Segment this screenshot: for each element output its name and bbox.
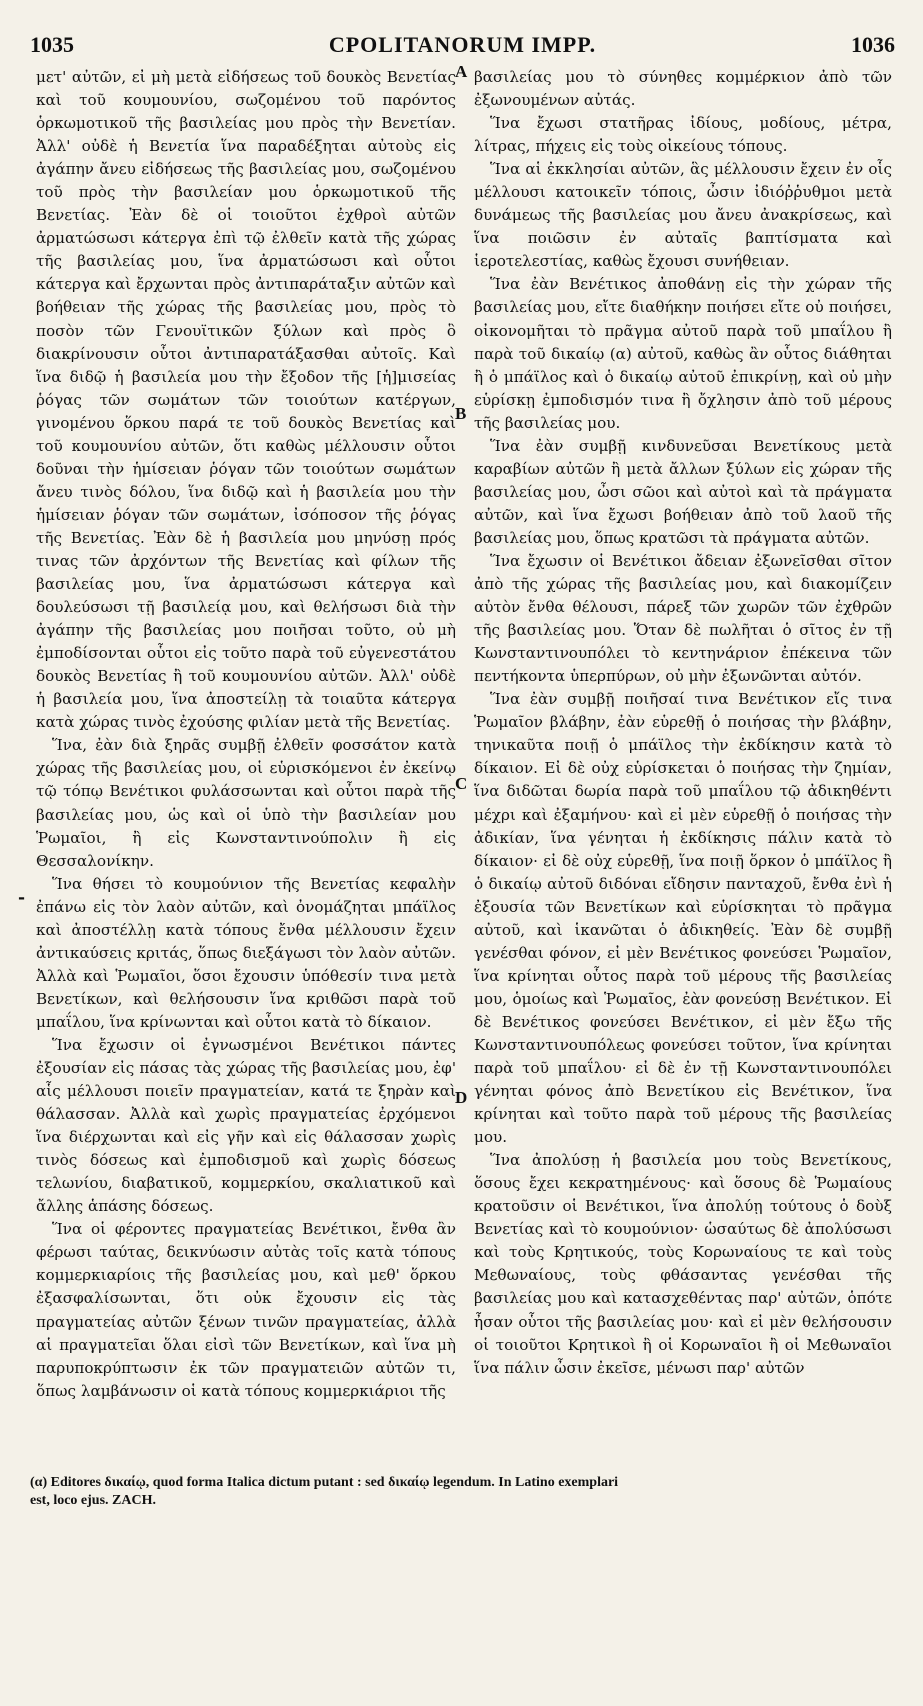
page-header xyxy=(30,32,895,62)
right-column xyxy=(474,66,892,1706)
paragraph: Ἵνα οἱ φέροντες πραγματείας Βενέτικοι, ἔνθα ἂν φέρωσι ταύτας, δεικνύωσιν αὐτὰς τοῖς κατὰ τόπους κομμερκιαρίοις τῆς βασιλείας μου, καὶ μεθ' ὅρκου ἐξασφαλίσωνται, ὅτι οὐκ ἔχουσιν εἰς τὰς πραγματείας αὐτῶν ξένων τινῶν πραγματείας, ἀλλὰ αἱ πραγματεῖαι ὅλαι εἰσὶ τῶν Βενετίκων, καὶ ἵνα μὴ παρυποκρύπτωσιν ἐκ τῶν πραγματειῶν αὐτῶν τι, ὅπως λαμβάνωσιν οἱ κατὰ τόπους κομμερκιάριοι τῆς xyxy=(36,1220,456,1400)
section-marker-a: A xyxy=(455,62,468,81)
page-number-right: 1036 xyxy=(851,32,895,57)
left-column xyxy=(36,66,456,1706)
footnote xyxy=(30,1474,895,1510)
section-marker-b: B xyxy=(455,404,467,423)
page-number-left: 1035 xyxy=(30,32,74,57)
paragraph: Ἵνα θήσει τὸ κουμούνιον τῆς Βενετίας κεφαλὴν ἐπάνω εἰς τὸν λαὸν αὐτῶν, καὶ ὀνομάζηται μπάϊλος καὶ ἀποστέλλῃ κατὰ τόπους ἔνθα μέλλουσιν ἔχειν ἀντικαύσεις κριτάς, ὅπως διεξάγωσι τὸν λαὸν αὐτῶν. Ἀλλὰ καὶ Ῥωμαῖοι, ὅσοι ἔχουσιν ὑπόθεσίν τινα μετὰ Βενετίκων, καὶ θελήσουσιν ἵνα κριθῶσι παρὰ τοῦ μπαΐλου, ἵνα κρίνωνται καὶ οὗτοι κατὰ τὸ δίκαιον. xyxy=(36,874,456,1031)
margin-mark: - xyxy=(18,888,26,908)
paragraph: Ἵνα ἐὰν Βενέτικος ἀποθάνῃ εἰς τὴν χώραν τῆς βασιλείας μου, εἴτε διαθήκην ποιήσει εἴτε οὐ ποιήσει, οἰκονομῆται τὸ πρᾶγμα αὐτοῦ παρὰ τοῦ μπαΐλου ἢ παρὰ τοῦ δικαίῳ (α) αὐτοῦ, καθὼς ἂν οὗτος διάθηται ἢ ὁ μπάϊλος καὶ ὁ δικαίῳ αὐτοῦ ἐπικρίνῃ, καὶ οὐ μὴν εὑρίσκῃ ἐμποδισμόν τινα ἢ ὄχλησιν ἀπὸ τοῦ μέρους τῆς βασιλείας μου. xyxy=(474,275,892,432)
paragraph: Ἵνα ἀπολύσῃ ἡ βασιλεία μου τοὺς Βενετίκους, ὅσους ἔχει κεκρατημένους· καὶ ὅσους δὲ Ῥωμαίους κρατοῦσιν οἱ Βενέτικοι, ἵνα ἀπολύῃ τούτους ὁ δοὺξ Βενετίας καὶ τὸ κουμούνιον· ὡσαύτως δὲ ἀπολύσωσι καὶ τοὺς Κρητικούς, τοὺς Κορωναίους τε καὶ τοὺς Μεθωναίους, τοὺς φθάσαντας γενέσθαι τῆς βασιλείας μου καὶ κατασχεθέντας παρ' αὐτῶν, ὁπότε ἦσαν οὗτοι τῆς βασιλείας μου· καὶ εἰ μὲν θελήσουσιν οἱ τοιοῦτοι Κρητικοὶ ἢ οἱ Κορωναῖοι ἢ οἱ Μεθωναῖοι ἵνα πάλιν ὦσιν ἐκεῖσε, μένωσι παρ' αὐτῶν xyxy=(474,1151,892,1377)
paragraph: Ἵνα, ἐὰν διὰ ξηρᾶς συμβῇ ἐλθεῖν φοσσάτον κατὰ χώρας τῆς βασιλείας μου, οἱ εὑρισκόμενοι ἐν ἐκείνῳ τῷ τόπῳ Βενέτικοι φυλάσσωνται καὶ οὗτοι παρὰ τῆς βασιλείας μου, ὡς καὶ οἱ ὑπὸ τὴν βασιλείαν μου Ῥωμαῖοι, ἢ εἰς Κωνσταντινούπολιν ἢ εἰς Θεσσαλονίκην. xyxy=(36,736,456,870)
paragraph: Ἵνα ἐὰν συμβῇ ποιῆσαί τινα Βενέτικον εἴς τινα Ῥωμαῖον βλάβην, ἐὰν εὑρεθῇ ὁ ποιήσας τὴν βλάβην, τηνικαῦτα ποιῇ ὁ μπάϊλος τὴν ἐκδίκησιν κατὰ τὸ δίκαιον. Εἰ δὲ οὐχ εὑρίσκεται ὁ ποιήσας τὴν ζημίαν, ἵνα διδῶται δωρία παρὰ τοῦ μπαΐλου τῷ ἀδικηθέντι μέχρι καὶ ἐξαμήνου· καὶ εἰ μὲν εὑρεθῇ ὁ ποιήσας τὴν ἀδικίαν, ἵνα γένηται ἡ ἐκδίκησις πάλιν κατὰ τὸ δίκαιον· εἰ δὲ οὐχ εὑρεθῇ, ἵνα ποιῇ ὅρκον ὁ μπάϊλος ἢ ὁ δικαίῳ αὐτοῦ διδόναι εἴδησιν πανταχοῦ, ἔνθα ἐνὶ ἡ ἐξουσία τῶν Βενετίκων καὶ εὑρίσκηται τὸ πρᾶγμα αὐτοῦ, καὶ ἱκανῶται ὁ ἀδικηθείς. Ἐὰν δὲ συμβῇ γενέσθαι φόνον, εἰ μὲν Βενέτικος φονεύσει Ῥωμαῖον, ἵνα κρίνηται οὗτος παρὰ τοῦ μέρους τῆς βασιλείας μου, ὁμοίως καὶ Ῥωμαῖος, ἐὰν φονεύσῃ Βενέτικον. Εἰ δὲ Βενέτικος φονεύσει Βενέτικον, εἰ μὲν ἔξω τῆς Κωνσταντινουπόλεως φονεύσει τοῦτον, ἵνα κρίνηται παρὰ τοῦ μπαΐλου· εἰ δὲ ἐν τῇ Κωνσταντινουπόλει γένηται φόνος ἀπὸ Βενετίκου εἰς Βενέτικον, ἵνα κρίνηται καὶ τοῦτο παρὰ τοῦ μέρους τῆς βασιλείας μου. xyxy=(474,690,892,1147)
section-marker-c: C xyxy=(455,774,468,793)
paragraph: Ἵνα αἱ ἐκκλησίαι αὐτῶν, ἃς μέλλουσιν ἔχειν ἐν οἷς μέλλουσι κατοικεῖν τόποις, ὦσιν ἰδιόῤῥυθμοι μετὰ δυνάμεως τῆς βασιλείας μου ἄνευ ἀνακρίσεως, καὶ ἵνα ποιῶσιν ἐν αὐταῖς βαπτίσματα καὶ ἱεροτελεστίας, καθὼς ἔχουσι συνήθειαν. xyxy=(474,160,892,271)
paragraph: Ἵνα ἐὰν συμβῇ κινδυνεῦσαι Βενετίκους μετὰ καραβίων αὐτῶν ἢ μετὰ ἄλλων ξύλων εἰς χώραν τῆς βασιλείας μου, ὦσι σῶοι καὶ αὐτοὶ καὶ τὰ πράγματα αὐτῶν, καὶ ἵνα ἔχωσι βοήθειαν ἀπὸ τοῦ λαοῦ τῆς βασιλείας μου, ὅπως κρατῶσι τὰ πράγματα αὐτῶν. xyxy=(474,436,892,547)
paragraph: Ἵνα ἔχωσιν οἱ Βενέτικοι ἄδειαν ἐξωνεῖσθαι σῖτον ἀπὸ τῆς χώρας τῆς βασιλείας μου, καὶ διακομίζειν αὐτὸν ἔνθα θέλουσι, πάρεξ τῶν χωρῶν τῶν ἐχθρῶν τῆς βασιλείας μου. Ὅταν δὲ πωλῆται ὁ σῖτος ἐν τῇ Κωνσταντινουπόλει τὸ κεντηνάριον ἐπέκεινα τῶν πεντήκοντα ὑπερπύρων, οὐ μὴν ἐξωνῶνται αὐτόν. xyxy=(474,551,892,686)
paragraph: βασιλείας μου τὸ σύνηθες κομμέρκιον ἀπὸ τῶν ἐξωνουμένων αὐτάς. xyxy=(474,68,892,110)
paragraph: Ἵνα ἔχωσι στατῆρας ἰδίους, μοδίους, μέτρα, λίτρας, πήχεις εἰς τοὺς οἰκείους τόπους. xyxy=(474,114,892,156)
section-marker-d: D xyxy=(455,1088,468,1107)
paragraph: μετ' αὐτῶν, εἰ μὴ μετὰ εἰδήσεως τοῦ δουκὸς Βενετίας καὶ τοῦ κουμουνίου, σωζομένου τοῦ παρόντος ὁρκωμοτικοῦ τῆς βασιλείας μου πρὸς τὴν Βενετίαν. Ἀλλ' οὐδὲ ἡ Βενετία ἵνα παραδέξηται αὐτοὺς εἰς ἀγάπην ἄνευ εἰδήσεως τῆς βασιλείας μου, σωζομένου τοῦ πρὸς τὴν βασιλείαν μου ὁρκωμοτικοῦ τῆς Βενετίας. Ἐὰν δὲ οἱ τοιοῦτοι ἐχθροὶ αὐτῶν ἀρματώσωσι κάτεργα ἐπὶ τῷ ἐλθεῖν κατὰ τῆς χώρας τῆς βασιλείας μου, ἵνα ἀρματώσωσι καὶ οὗτοι κάτεργα καὶ ἔρχωνται πρὸς ἀντιπαράταξιν αὐτῶν καὶ βοήθειαν τῆς χώρας τῆς βασιλείας μου, πρὸς τὸ ποσὸν τῶν Γενουϊτικῶν ξύλων καὶ πρὸς ὃ διακρίνουσιν οὗτοι ἀντιπαρατάξασθαι αὐτοῖς. Καὶ ἵνα διδῷ ἡ βασιλεία μου τὴν ἔξοδον τῆς [ἡ]μισείας ῥόγας τῶν σωμάτων τῶν τοιούτων κατέργων, γινομένου ὅρκου παρά τε τοῦ δουκὸς Βενετίας καὶ τοῦ κουμουνίου αὐτῶν, ὅτι καθὼς μέλλουσιν οὗτοι δοῦναι τὴν ἡμίσειαν ῥόγαν τῶν τοιούτων σωμάτων ἄνευ τινὸς δόλου, ἵνα διδῷ καὶ ἡ βασιλεία μου τὴν ἡμίσειαν ῥόγαν τῶν σωμάτων, ἰσόποσον τῆς ῥόγας τῆς Βενετίας. Ἐὰν δὲ ἡ βασιλεία μου μηνύσῃ πρός τινας τῶν ἀρχόντων τῆς Βενετίας καὶ φίλων τῆς βασιλείας μου, ἵνα ἀρματώσωσι κάτεργα καὶ δουλεύσωσι τῇ βασιλείᾳ μου, καὶ θελήσωσι διὰ τὴν ἀγάπην τῆς βασιλείας μου ποιῆσαι τοῦτο, οὐ μὴ ἐμποδίσονται οὗτοι εἰς τοῦτο παρὰ τοῦ εὐγενεστάτου δουκὸς Βενετίας ἢ τοῦ κουμουνίου αὐτῶν. Ἀλλ' οὐδὲ ἡ βασιλεία μου, ἵνα ἀποστείλῃ τὰ τοιαῦτα κάτεργα κατὰ χώρας τινὸς ἐχούσης φιλίαν μετὰ τῆς Βενετίας. xyxy=(36,68,456,732)
running-title: CPOLITANORUM IMPP. xyxy=(328,32,597,57)
footnote-line: est, loco ejus. ZACH. xyxy=(30,1493,156,1508)
paragraph: Ἵνα ἔχωσιν οἱ ἐγνωσμένοι Βενέτικοι πάντες ἐξουσίαν εἰς πάσας τὰς χώρας τῆς βασιλείας μου, ἐφ' αἷς μέλλουσι ποιεῖν πραγματείαν, κατά τε ξηρὰν καὶ θάλασσαν. Ἀλλὰ καὶ χωρὶς πραγματείας ἐρχόμενοι ἵνα διέρχωνται καὶ εἰς γῆν καὶ εἰς θάλασσαν χωρὶς τινὸς δόσεως καὶ ἐμποδισμοῦ καὶ χωρὶς δόσεως τελωνίου, διαβατικοῦ, κομμερκίου, σκαλιατικοῦ καὶ ἄλλης ἁπάσης δόσεως. xyxy=(36,1035,456,1216)
footnote-line: (α) Editores δικαίῳ, quod forma Italica dictum putant : sed δικαίῳ legendum. In Latino exemplari xyxy=(30,1475,619,1490)
